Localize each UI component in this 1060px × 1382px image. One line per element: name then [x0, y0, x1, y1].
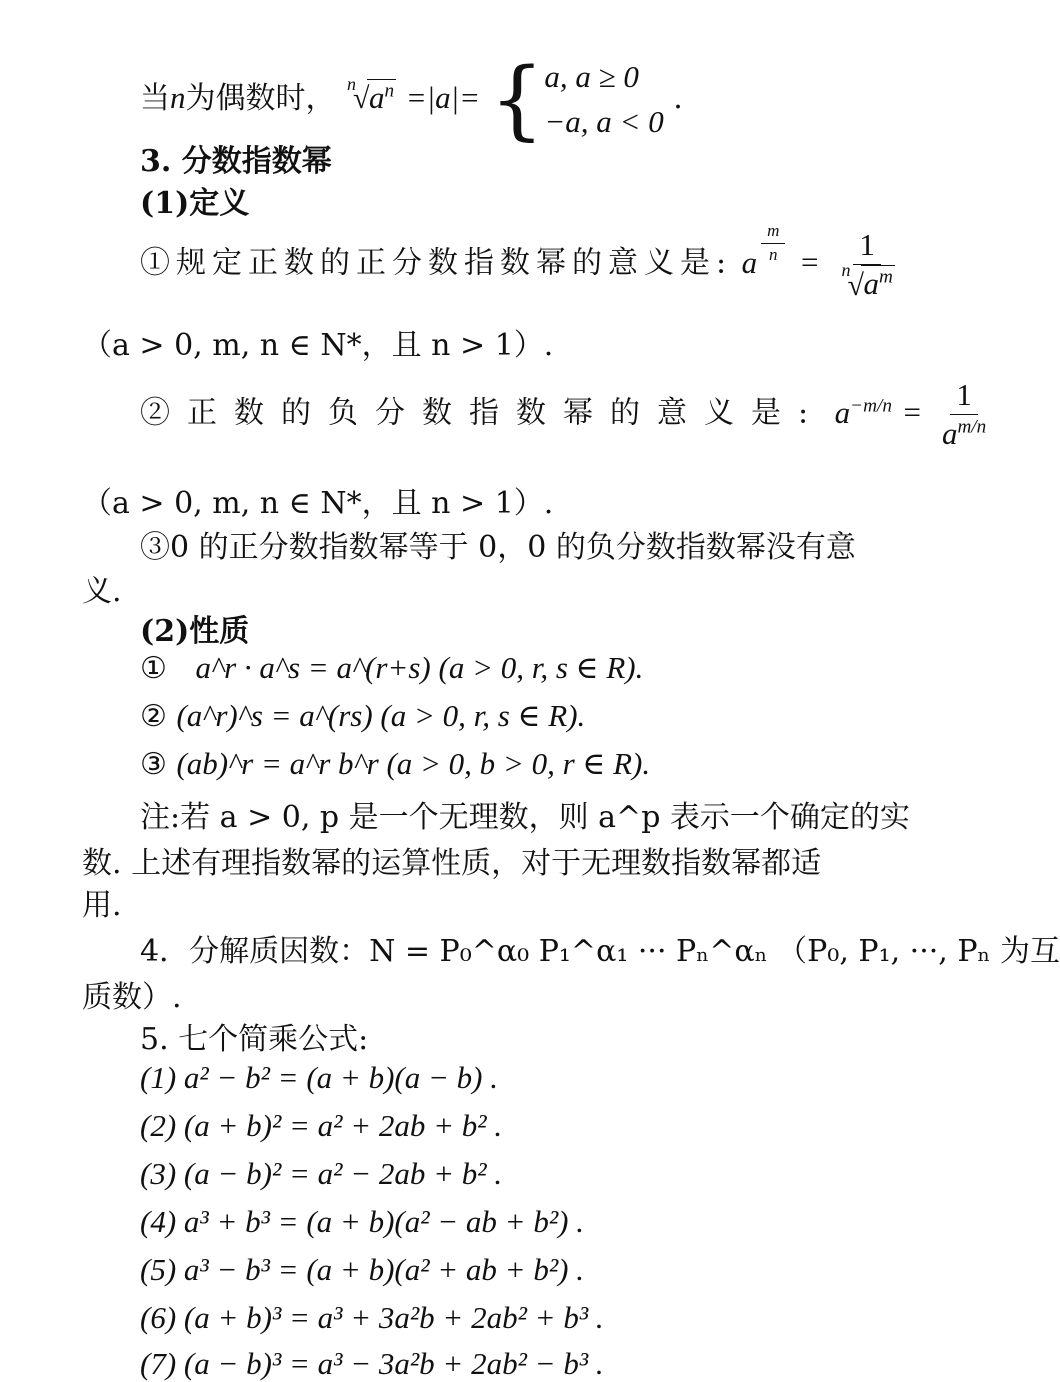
item3-line2: 义. — [82, 574, 122, 609]
note-line1: 注:若 a > 0, p 是一个无理数，则 a^p 表示一个确定的实 — [140, 800, 910, 835]
item1-power: a $\frac{m}{n}$ — [742, 245, 790, 280]
formula-5: (5) a³ − b³ = (a + b)(a² + ab + b²) . — [140, 1252, 584, 1287]
cases-brace: { — [489, 49, 545, 150]
item2-power: $a^{-m/n}$ — [834, 394, 892, 430]
item1-line: ①规定正数的正分数指数幂的意义是: a $\frac{m}{n}$ = 1 n √ $a^m$ — [140, 228, 945, 301]
even-n-text: 为偶数时， — [185, 80, 336, 116]
property-2: ② (a^r)^s = a^(rs) (a > 0, r, s ∈ R). — [140, 698, 586, 734]
even-n-var: n — [170, 79, 186, 115]
item2-text: ②正数的负分数指数幂的意义是: — [140, 395, 826, 431]
note-line2: 数. 上述有理指数幂的运算性质，对于无理数指数幂都适 — [82, 846, 822, 881]
even-n-cases: a, a ≥ 0 −a, a < 0 — [544, 59, 664, 139]
formula-6: (6) (a + b)³ = a³ + 3a²b + 2ab² + b³ . — [140, 1300, 604, 1335]
item2-fraction: $\frac{1}{a^{m/n}}$ — [941, 377, 987, 452]
formula-4: (4) a³ + b³ = (a + b)(a² − ab + b²) . — [140, 1204, 584, 1239]
item1-condition: （a > 0, m, n ∈ N*，且 n > 1）. — [82, 328, 554, 363]
even-n-line: 当n为偶数时， n √ $a^n =|a|=$ { a, a ≥ 0 −a, a < 0 . — [140, 49, 683, 150]
properties-heading: (2)性质 — [140, 614, 250, 649]
section5-heading: 5. 七个简乘公式: — [140, 1022, 369, 1057]
item3-line1: ③0 的正分数指数幂等于 0，0 的负分数指数幂没有意 — [140, 530, 856, 565]
section3-heading: 3. 分数指数幂 — [140, 144, 332, 179]
section4-line1: 4．分解质因数：N = P₀^α₀ P₁^α₁ ··· Pₙ^αₙ （P₀, P₁, ···, Pₙ 为互 — [140, 934, 1060, 969]
even-n-prefix: 当 — [140, 80, 170, 116]
formula-7: (7) (a − b)³ = a³ − 3a²b + 2ab² − b³ . — [140, 1346, 604, 1381]
formula-1: (1) a² − b² = (a + b)(a − b) . — [140, 1060, 498, 1095]
formula-2: (2) (a + b)² = a² + 2ab + b² . — [140, 1108, 503, 1143]
item2-line: ②正数的负分数指数幂的意义是: $a^{-m/n}$ = $\frac{1}{a^{m/n}}$ — [140, 378, 945, 451]
property-1: ① a^r · a^s = a^(r+s) (a > 0, r, s ∈ R). — [140, 650, 644, 686]
even-n-root: n √ $a^n$ — [347, 73, 395, 115]
property-3: ③ (ab)^r = a^r b^r (a > 0, b > 0, r ∈ R). — [140, 746, 651, 782]
formula-3: (3) (a − b)² = a² − 2ab + b² . — [140, 1156, 503, 1191]
item1-fraction: 1 n √ $a^m$ — [841, 227, 893, 303]
section4-line2: 质数）. — [82, 980, 182, 1015]
even-n-abs: =|a|= — [405, 79, 481, 115]
definition-heading: (1)定义 — [140, 186, 250, 221]
note-line3: 用. — [82, 888, 122, 923]
item2-condition: （a > 0, m, n ∈ N*，且 n > 1）. — [82, 486, 554, 521]
item1-text: ①规定正数的正分数指数幂的意义是: — [140, 245, 733, 281]
